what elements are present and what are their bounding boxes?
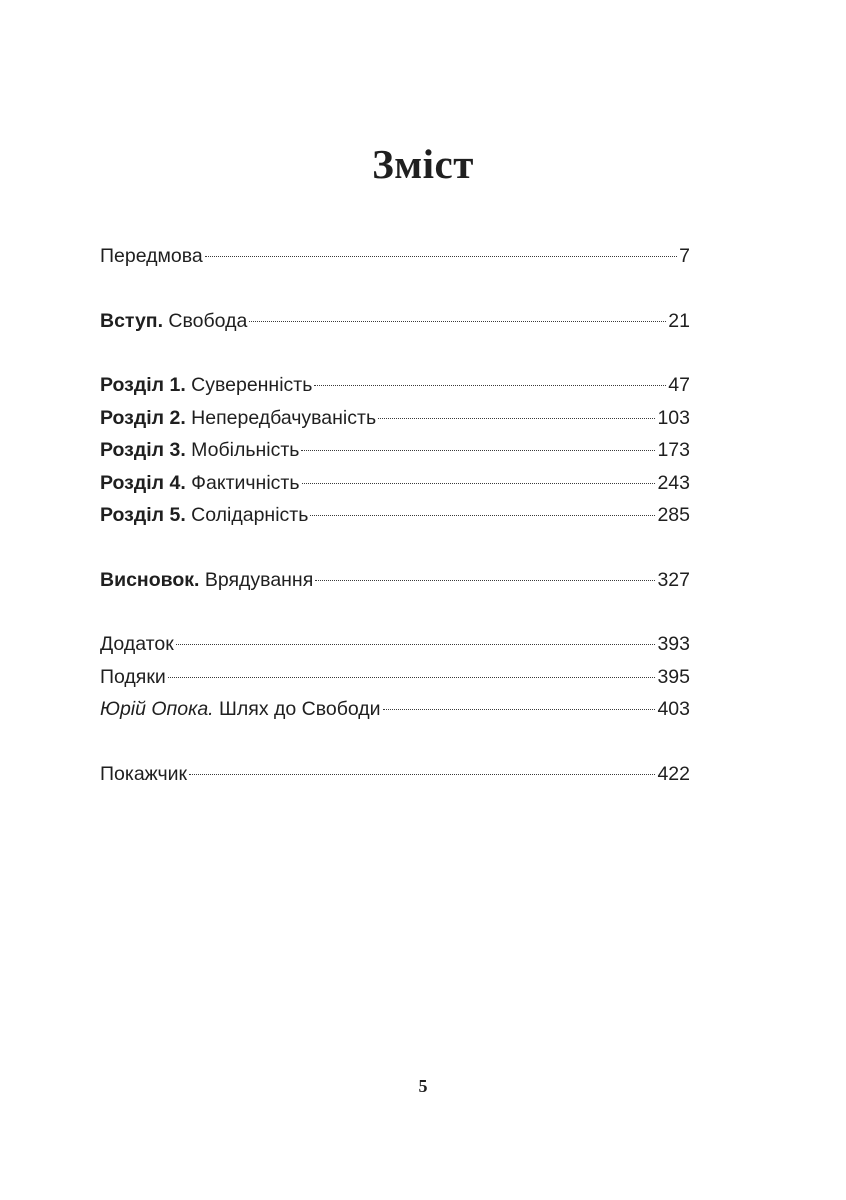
toc-entry-title: Покажчик (100, 762, 188, 785)
table-of-contents (100, 240, 690, 822)
toc-entry-prefix: Розділ 2. (100, 406, 186, 429)
toc-entry-index[interactable] (100, 758, 690, 791)
toc-group-chapters (100, 369, 690, 532)
toc-entry-title: Суверенність (185, 374, 313, 396)
toc-entry-label (100, 661, 166, 694)
toc-page-number: 395 (657, 665, 690, 688)
toc-entry-label (100, 628, 174, 661)
toc-entry-afterword[interactable] (100, 693, 690, 726)
toc-group-front (100, 240, 690, 273)
toc-entry-title: Шлях до Свободи (213, 698, 381, 720)
toc-page-number: 173 (657, 439, 690, 461)
toc-entry-prefix: Вступ. (100, 309, 164, 332)
toc-entry-conclusion[interactable] (100, 564, 690, 597)
toc-group-intro (100, 305, 690, 338)
toc-entry-title: Подяки (100, 665, 166, 688)
toc-page-number: 47 (668, 374, 690, 396)
toc-entry-label (100, 402, 376, 435)
toc-entry-prefix: Висновок. (100, 568, 200, 591)
toc-entry-title: Передмова (100, 245, 203, 267)
toc-group-index (100, 758, 690, 791)
toc-entry-label (100, 693, 381, 726)
toc-entry-chapter-4[interactable] (100, 467, 690, 500)
toc-entry-chapter-5[interactable] (100, 499, 690, 532)
dot-leader (315, 579, 655, 581)
toc-entry-prefix: Юрій Опока. (100, 698, 214, 720)
toc-entry-label (100, 467, 300, 500)
toc-page-number: 327 (657, 568, 690, 591)
toc-entry-chapter-3[interactable] (100, 434, 690, 467)
toc-entry-label (100, 564, 313, 597)
toc-page-number: 422 (657, 762, 690, 785)
toc-entry-acknowledgements[interactable] (100, 661, 690, 694)
dot-leader (302, 482, 656, 484)
dot-leader (310, 514, 655, 516)
toc-entry-chapter-2[interactable] (100, 402, 690, 435)
toc-entry-chapter-1[interactable] (100, 369, 690, 402)
toc-entry-prefix: Розділ 5. (100, 504, 186, 526)
dot-leader (378, 417, 655, 419)
dot-leader (383, 708, 656, 710)
toc-page-number: 403 (657, 698, 690, 720)
dot-leader (189, 773, 655, 775)
toc-entry-title: Фактичність (185, 471, 300, 494)
dot-leader (205, 255, 677, 257)
toc-page-number: 103 (657, 406, 690, 429)
toc-entry-label (100, 499, 308, 532)
toc-entry-foreword[interactable] (100, 240, 690, 273)
dot-leader (176, 643, 656, 645)
toc-entry-prefix: Розділ 3. (100, 439, 186, 461)
toc-entry-prefix: Розділ 1. (100, 374, 186, 396)
toc-entry-title: Непередбачуваність (185, 406, 377, 429)
toc-entry-introduction[interactable] (100, 305, 690, 338)
toc-entry-label (100, 434, 299, 467)
toc-entry-label (100, 305, 247, 338)
dot-leader (168, 676, 656, 678)
toc-group-back-matter (100, 628, 690, 726)
toc-entry-label (100, 758, 187, 791)
page-number: 5 (418, 1076, 428, 1096)
toc-entry-appendix[interactable] (100, 628, 690, 661)
toc-entry-label (100, 369, 312, 402)
toc-page-number: 7 (679, 245, 690, 267)
dot-leader (249, 320, 666, 322)
page-title: Зміст (372, 141, 474, 187)
dot-leader (301, 449, 655, 451)
toc-entry-title: Врядування (199, 568, 314, 591)
toc-entry-prefix: Розділ 4. (100, 471, 186, 494)
toc-group-conclusion (100, 564, 690, 597)
toc-entry-title: Свобода (163, 309, 248, 332)
toc-page-number: 393 (657, 633, 690, 655)
toc-entry-label (100, 240, 203, 273)
toc-page-number: 21 (668, 309, 690, 332)
dot-leader (314, 384, 666, 386)
toc-page-number: 285 (657, 504, 690, 526)
toc-entry-title: Мобільність (185, 439, 300, 461)
toc-entry-title: Додаток (100, 633, 174, 655)
toc-page-number: 243 (657, 471, 690, 494)
toc-entry-title: Солідарність (185, 504, 309, 526)
